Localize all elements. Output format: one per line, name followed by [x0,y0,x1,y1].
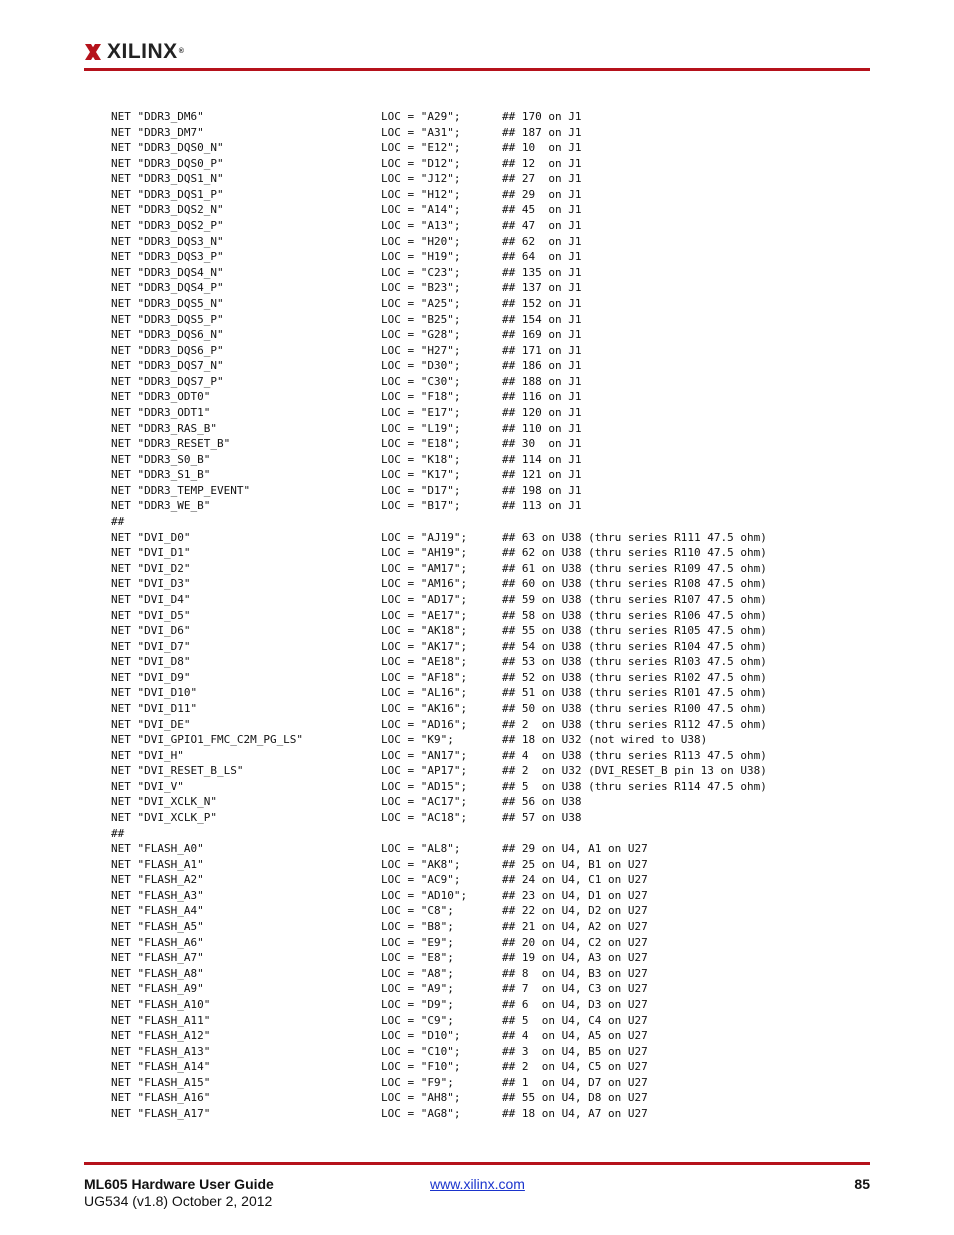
code-net-name: NET "FLASH_A5" [111,920,204,934]
code-line [111,623,767,639]
footer-rule [84,1162,870,1165]
code-loc: LOC = "B23"; [381,281,461,295]
code-net-name: NET "DDR3_DQS1_P" [111,187,224,201]
code-comment: ## 50 on U38 (thru series R100 47.5 ohm) [502,701,767,715]
code-loc: LOC = "AD17"; [381,592,468,606]
code-line [111,592,767,608]
code-loc: LOC = "AC9"; [381,873,461,887]
code-loc: LOC = "D9"; [381,997,454,1011]
code-line [111,935,767,951]
code-loc: LOC = "AK17"; [381,639,468,653]
code-comment: ## 29 on U4, A1 on U27 [502,842,648,856]
code-line [111,249,767,265]
code-loc: LOC = "G28"; [381,328,461,342]
code-line [111,608,767,624]
code-comment: ## 1 on U4, D7 on U27 [502,1075,648,1089]
code-loc: LOC = "H12"; [381,187,461,201]
code-net-name: NET "DDR3_RAS_B" [111,421,217,435]
code-loc: LOC = "AD16"; [381,717,468,731]
code-loc: LOC = "L19"; [381,421,461,435]
code-comment: ## 188 on J1 [502,374,582,388]
code-line [111,763,767,779]
code-line [111,966,767,982]
code-loc: LOC = "J12"; [381,172,461,186]
code-loc: LOC = "H19"; [381,250,461,264]
code-net-name: NET "FLASH_A10" [111,997,211,1011]
code-comment: ## 60 on U38 (thru series R108 47.5 ohm) [502,577,767,591]
code-comment: ## 170 on J1 [502,110,582,123]
code-loc: LOC = "C9"; [381,1013,454,1027]
code-net-name: NET "DVI_D6" [111,624,191,638]
code-line [111,389,767,405]
code-comment: ## 137 on J1 [502,281,582,295]
code-loc: LOC = "AJ19"; [381,530,468,544]
code-comment: ## 2 on U32 (DVI_RESET_B pin 13 on U38) [502,764,767,778]
code-comment: ## 4 on U4, A5 on U27 [502,1029,648,1043]
footer-website-link[interactable]: www.xilinx.com [430,1176,525,1192]
code-comment: ## 25 on U4, B1 on U27 [502,857,648,871]
code-comment: ## 21 on U4, A2 on U27 [502,920,648,934]
code-line [111,794,767,810]
code-loc: LOC = "F18"; [381,390,461,404]
code-loc: LOC = "C10"; [381,1044,461,1058]
code-comment: ## 51 on U38 (thru series R101 47.5 ohm) [502,686,767,700]
code-line [111,234,767,250]
code-line [111,187,767,203]
code-line [111,1059,767,1075]
code-net-name: NET "FLASH_A1" [111,857,204,871]
code-loc: LOC = "AK18"; [381,624,468,638]
code-comment: ## 186 on J1 [502,359,582,373]
code-loc: LOC = "E17"; [381,405,461,419]
code-loc: LOC = "AH8"; [381,1091,461,1105]
code-net-name: NET "DVI_D3" [111,577,191,591]
code-net-name: NET "DVI_XCLK_P" [111,811,217,825]
code-net-name: NET "DDR3_DQS3_N" [111,234,224,248]
code-comment: ## 198 on J1 [502,483,582,497]
code-loc: LOC = "E9"; [381,935,454,949]
code-comment: ## 61 on U38 (thru series R109 47.5 ohm) [502,561,767,575]
code-comment: ## 4 on U38 (thru series R113 47.5 ohm) [502,748,767,762]
code-loc: LOC = "AD10"; [381,888,468,902]
code-line [111,732,767,748]
code-line [111,421,767,437]
code-line [111,1106,767,1122]
code-comment: ## 169 on J1 [502,328,582,342]
code-net-name: NET "DVI_RESET_B_LS" [111,764,244,778]
constraints-listing [111,109,767,1122]
code-net-name: NET "DDR3_ODT1" [111,405,211,419]
code-line [111,202,767,218]
code-line [111,498,767,514]
code-loc: LOC = "AL16"; [381,686,468,700]
code-line [111,950,767,966]
code-net-name: NET "DVI_D4" [111,592,191,606]
code-loc: LOC = "B17"; [381,499,461,513]
code-loc: LOC = "E12"; [381,141,461,155]
code-line [111,467,767,483]
logo-registered-mark: ® [178,48,185,55]
code-net-name: NET "FLASH_A14" [111,1060,211,1074]
code-loc: LOC = "A29"; [381,110,461,123]
code-line [111,140,767,156]
code-comment: ## 187 on J1 [502,125,582,139]
code-net-name: NET "FLASH_A15" [111,1075,211,1089]
code-loc: LOC = "AL8"; [381,842,461,856]
code-loc: LOC = "AE17"; [381,608,468,622]
code-comment: ## 152 on J1 [502,296,582,310]
code-loc: LOC = "A9"; [381,982,454,996]
footer-document-id: UG534 (v1.8) October 2, 2012 [84,1193,273,1209]
code-loc: LOC = "D12"; [381,156,461,170]
code-line [111,171,767,187]
code-net-name: NET "DVI_D0" [111,530,191,544]
code-line [111,327,767,343]
code-line [111,125,767,141]
code-line [111,1075,767,1091]
code-loc: LOC = "E18"; [381,437,461,451]
code-net-name: NET "FLASH_A4" [111,904,204,918]
code-net-name: NET "DDR3_S1_B" [111,468,211,482]
code-line [111,374,767,390]
code-comment: ## 10 on J1 [502,141,582,155]
code-loc: LOC = "AP17"; [381,764,468,778]
code-line [111,1013,767,1029]
code-net-name: NET "FLASH_A12" [111,1029,211,1043]
code-net-name: NET "DDR3_WE_B" [111,499,211,513]
code-comment: ## 63 on U38 (thru series R111 47.5 ohm) [502,530,767,544]
code-comment: ## 154 on J1 [502,312,582,326]
code-comment: ## 114 on J1 [502,452,582,466]
code-comment: ## 113 on J1 [502,499,582,513]
code-net-name: NET "DDR3_DQS5_P" [111,312,224,326]
code-net-name: NET "DDR3_DQS6_P" [111,343,224,357]
code-comment: ## 2 on U38 (thru series R112 47.5 ohm) [502,717,767,731]
code-net-name: NET "DDR3_DQS2_N" [111,203,224,217]
code-net-name: NET "DVI_D8" [111,655,191,669]
code-line [111,514,767,530]
code-line [111,1090,767,1106]
code-comment: ## 12 on J1 [502,156,582,170]
code-comment: ## 18 on U32 (not wired to U38) [502,733,708,747]
code-loc: LOC = "A13"; [381,219,461,233]
code-loc: LOC = "F9"; [381,1075,454,1089]
code-loc: LOC = "D30"; [381,359,461,373]
code-line [111,109,767,125]
code-loc: LOC = "D10"; [381,1029,461,1043]
code-net-name: NET "DDR3_DM7" [111,125,204,139]
code-net-name: NET "FLASH_A9" [111,982,204,996]
code-line [111,670,767,686]
code-comment: ## 27 on J1 [502,172,582,186]
code-net-name: NET "DVI_D10" [111,686,198,700]
code-loc: LOC = "AK8"; [381,857,461,871]
code-line [111,483,767,499]
code-loc: LOC = "A14"; [381,203,461,217]
code-line [111,576,767,592]
code-line [111,280,767,296]
code-line [111,452,767,468]
code-net-name: NET "DDR3_TEMP_EVENT" [111,483,251,497]
code-net-name: NET "DDR3_DQS6_N" [111,328,224,342]
code-line [111,888,767,904]
code-loc: LOC = "AK16"; [381,701,468,715]
code-comment: ## 47 on J1 [502,219,582,233]
code-line [111,545,767,561]
code-net-name: NET "DVI_D1" [111,546,191,560]
code-net-name: NET "DDR3_DQS1_N" [111,172,224,186]
code-comment: ## 2 on U4, C5 on U27 [502,1060,648,1074]
code-line [111,701,767,717]
code-line [111,218,767,234]
code-comment: ## 62 on J1 [502,234,582,248]
code-comment: ## 58 on U38 (thru series R106 47.5 ohm) [502,608,767,622]
code-net-name: NET "FLASH_A2" [111,873,204,887]
code-line [111,436,767,452]
code-line [111,1028,767,1044]
code-loc: LOC = "D17"; [381,483,461,497]
footer-title: ML605 Hardware User Guide [84,1176,274,1192]
code-net-name: NET "DDR3_DQS4_P" [111,281,224,295]
code-line [111,358,767,374]
code-net-name: NET "DVI_D5" [111,608,191,622]
page-number: 85 [854,1176,870,1192]
code-line [111,826,767,842]
code-net-name: NET "DVI_D11" [111,701,198,715]
code-line [111,343,767,359]
code-comment: ## 19 on U4, A3 on U27 [502,951,648,965]
code-comment: ## 57 on U38 [502,811,582,825]
code-loc: LOC = "C8"; [381,904,454,918]
code-line [111,156,767,172]
code-loc: LOC = "AM16"; [381,577,468,591]
code-net-name: NET "FLASH_A13" [111,1044,211,1058]
code-line [111,405,767,421]
code-line [111,639,767,655]
code-comment: ## 22 on U4, D2 on U27 [502,904,648,918]
code-comment: ## 62 on U38 (thru series R110 47.5 ohm) [502,546,767,560]
code-line [111,296,767,312]
code-comment: ## 18 on U4, A7 on U27 [502,1107,648,1120]
code-comment: ## 55 on U38 (thru series R105 47.5 ohm) [502,624,767,638]
code-net-name: NET "FLASH_A16" [111,1091,211,1105]
code-net-name: NET "DDR3_DQS2_P" [111,219,224,233]
code-net-name: NET "DDR3_DQS0_N" [111,141,224,155]
code-comment: ## 5 on U38 (thru series R114 47.5 ohm) [502,779,767,793]
code-line [111,748,767,764]
code-net-name: NET "DDR3_DQS5_N" [111,296,224,310]
code-line [111,841,767,857]
code-loc: LOC = "AG8"; [381,1107,461,1120]
code-loc: LOC = "A25"; [381,296,461,310]
code-loc: LOC = "H20"; [381,234,461,248]
xilinx-logo [84,40,184,64]
code-loc: LOC = "AN17"; [381,748,468,762]
code-loc: LOC = "E8"; [381,951,454,965]
code-line [111,779,767,795]
code-comment: ## 5 on U4, C4 on U27 [502,1013,648,1027]
code-line [111,717,767,733]
code-comment: ## 8 on U4, B3 on U27 [502,966,648,980]
code-line [111,981,767,997]
code-loc: LOC = "K18"; [381,452,461,466]
code-loc: LOC = "C23"; [381,265,461,279]
logo-wordmark [107,40,184,64]
code-loc: LOC = "AC18"; [381,811,468,825]
code-comment: ## 20 on U4, C2 on U27 [502,935,648,949]
code-comment: ## 55 on U4, D8 on U27 [502,1091,648,1105]
code-net-name: NET "DDR3_DQS3_P" [111,250,224,264]
code-net-name: NET "DDR3_DQS0_P" [111,156,224,170]
code-net-name: NET "DDR3_DQS7_P" [111,374,224,388]
code-loc: LOC = "AE18"; [381,655,468,669]
code-net-name: NET "FLASH_A6" [111,935,204,949]
code-line [111,857,767,873]
code-net-name: NET "DVI_D7" [111,639,191,653]
code-loc: LOC = "AD15"; [381,779,468,793]
code-net-name: NET "DDR3_RESET_B" [111,437,231,451]
code-net-name: NET "DDR3_ODT0" [111,390,211,404]
code-comment: ## 121 on J1 [502,468,582,482]
code-net-name: NET "DVI_H" [111,748,184,762]
code-line [111,265,767,281]
code-comment: ## 7 on U4, C3 on U27 [502,982,648,996]
code-line [111,1044,767,1060]
logo-text: XILINX [107,40,178,63]
code-loc: LOC = "A8"; [381,966,454,980]
code-comment: ## 59 on U38 (thru series R107 47.5 ohm) [502,592,767,606]
code-loc: LOC = "H27"; [381,343,461,357]
code-comment: ## 116 on J1 [502,390,582,404]
code-net-name: NET "FLASH_A3" [111,888,204,902]
code-net-name: NET "DVI_DE" [111,717,191,731]
code-net-name: NET "FLASH_A11" [111,1013,211,1027]
code-loc: LOC = "F10"; [381,1060,461,1074]
code-loc: LOC = "AC17"; [381,795,468,809]
code-net-name: NET "FLASH_A7" [111,951,204,965]
code-comment: ## 54 on U38 (thru series R104 47.5 ohm) [502,639,767,653]
code-net-name: NET "DDR3_DM6" [111,110,204,123]
code-loc: LOC = "AH19"; [381,546,468,560]
code-net-name: NET "DDR3_S0_B" [111,452,211,466]
code-comment: ## 64 on J1 [502,250,582,264]
code-comment: ## 23 on U4, D1 on U27 [502,888,648,902]
code-net-name: NET "DVI_V" [111,779,184,793]
code-net-name: NET "DVI_D9" [111,670,191,684]
code-loc: LOC = "A31"; [381,125,461,139]
code-net-name: NET "FLASH_A17" [111,1107,211,1120]
code-line [111,810,767,826]
code-comment: ## 135 on J1 [502,265,582,279]
code-loc: LOC = "B25"; [381,312,461,326]
code-comment: ## 52 on U38 (thru series R102 47.5 ohm) [502,670,767,684]
code-comment: ## 120 on J1 [502,405,582,419]
code-net-name: NET "FLASH_A8" [111,966,204,980]
code-comment: ## 110 on J1 [502,421,582,435]
code-comment: ## 45 on J1 [502,203,582,217]
code-comment: ## 30 on J1 [502,437,582,451]
code-loc: LOC = "AM17"; [381,561,468,575]
code-net-name: NET "DVI_D2" [111,561,191,575]
code-line [111,872,767,888]
code-line [111,997,767,1013]
code-line [111,561,767,577]
code-comment: ## 24 on U4, C1 on U27 [502,873,648,887]
code-line [111,919,767,935]
code-net-name: NET "DVI_XCLK_N" [111,795,217,809]
xilinx-x-mark-icon [84,43,102,61]
code-line [111,530,767,546]
code-comment: ## 171 on J1 [502,343,582,357]
code-comment: ## 6 on U4, D3 on U27 [502,997,648,1011]
code-line [111,312,767,328]
code-loc: LOC = "C30"; [381,374,461,388]
code-net-name: NET "FLASH_A0" [111,842,204,856]
code-net-name: NET "DDR3_DQS4_N" [111,265,224,279]
code-line [111,903,767,919]
code-comment: ## 53 on U38 (thru series R103 47.5 ohm) [502,655,767,669]
code-loc: LOC = "AF18"; [381,670,468,684]
code-comment: ## 3 on U4, B5 on U27 [502,1044,648,1058]
code-loc: LOC = "K9"; [381,733,454,747]
code-net-name: NET "DDR3_DQS7_N" [111,359,224,373]
code-loc: LOC = "K17"; [381,468,461,482]
code-line [111,685,767,701]
code-loc: LOC = "B8"; [381,920,454,934]
header-rule [84,68,870,71]
code-net-name: ## [111,515,125,529]
code-comment: ## 56 on U38 [502,795,582,809]
code-net-name: NET "DVI_GPIO1_FMC_C2M_PG_LS" [111,733,304,747]
code-net-name: ## [111,826,125,840]
code-comment: ## 29 on J1 [502,187,582,201]
code-line [111,654,767,670]
